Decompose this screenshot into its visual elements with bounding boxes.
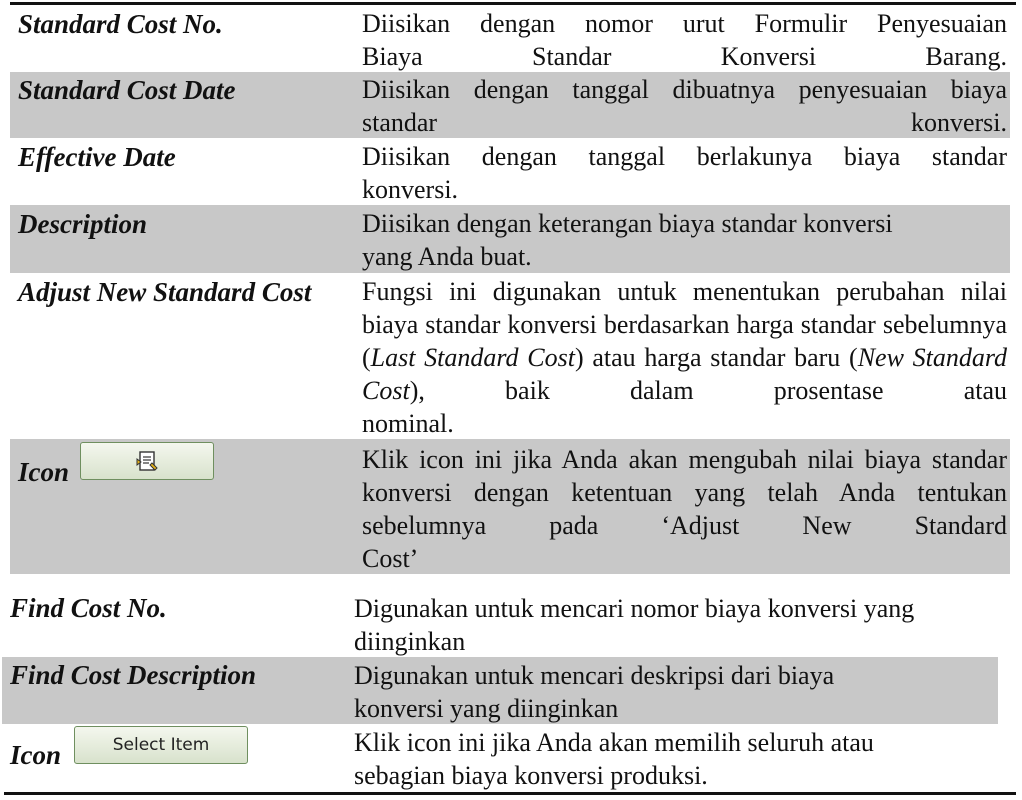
- table-row: [10, 6, 1010, 72]
- desc-effective-date: Diisikan dengan tanggal berlakunya biaya standar konversi.: [362, 142, 1007, 204]
- table-row: [10, 439, 1010, 574]
- table-row: [10, 72, 1010, 138]
- desc-find-cost-no: Digunakan untuk mencari nomor biaya konversi yang diinginkan: [354, 594, 915, 656]
- term-effective-date: Effective Date: [18, 142, 176, 172]
- adjust-icon-button[interactable]: [80, 442, 214, 480]
- desc-icon-select: Klik icon ini jika Anda akan memilih seluruh atau sebagian biaya konversi produksi.: [354, 728, 874, 790]
- term-standard-cost-date: Standard Cost Date: [18, 75, 236, 105]
- table-row: [2, 657, 998, 724]
- term-find-cost-no: Find Cost No.: [10, 593, 167, 623]
- table-row: [2, 590, 1000, 657]
- term-find-cost-description: Find Cost Description: [10, 660, 257, 690]
- term-icon: Icon: [18, 457, 70, 487]
- select-item-button[interactable]: Select Item: [74, 726, 248, 764]
- table-row: [10, 138, 1010, 205]
- bottom-rule: [4, 792, 1016, 795]
- desc-description: Diisikan dengan keterangan biaya standar konversi yang Anda buat.: [362, 209, 893, 271]
- term-standard-cost-no: Standard Cost No.: [18, 9, 223, 39]
- term-icon-select: Icon: [10, 740, 62, 770]
- desc-adjust-new-standard-cost: Fungsi ini digunakan untuk menentukan perubahan nilai biaya standar konversi berdasarkan harga standar sebelumnya (Last Standard Cost) atau harga standar baru (New Standard Cost), baik dalam prosentase atau nominal.: [362, 277, 1008, 438]
- document-edit-icon: [134, 449, 160, 473]
- table-row: [10, 205, 1010, 273]
- desc-standard-cost-date: Diisikan dengan tanggal dibuatnya penyesuaian biaya standar konversi.: [362, 75, 1007, 137]
- term-description: Description: [18, 209, 148, 239]
- top-rule: [10, 2, 1016, 5]
- desc-standard-cost-no: Diisikan dengan nomor urut Formulir Penyesuaian Biaya Standar Konversi Barang.: [362, 9, 1007, 71]
- term-adjust-new-standard-cost: Adjust New Standard Cost: [18, 277, 312, 307]
- desc-icon-adjust: Klik icon ini jika Anda akan mengubah nilai biaya standar konversi dengan ketentuan yang telah Anda tentukan sebelumnya pada ‘Adjust New Standard Cost’: [362, 445, 1008, 573]
- desc-find-cost-description: Digunakan untuk mencari deskripsi dari biaya konversi yang diinginkan: [354, 661, 835, 723]
- table-row: [2, 724, 1000, 792]
- table-row: [10, 273, 1010, 439]
